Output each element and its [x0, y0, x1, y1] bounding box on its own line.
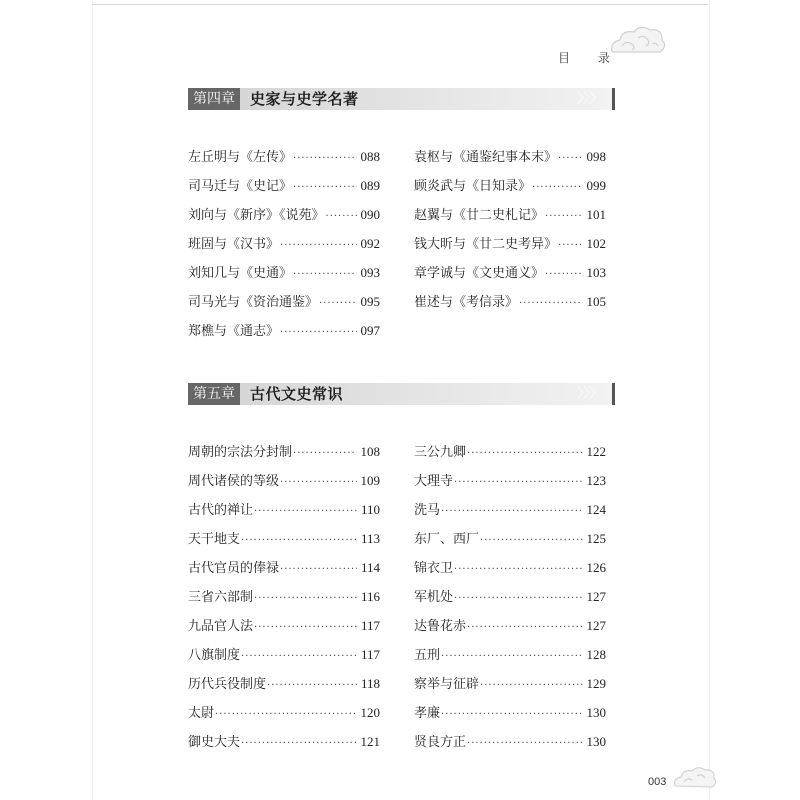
toc-entry[interactable] — [188, 291, 380, 320]
toc-entry-title: 章学诚与《文史通义》 — [414, 266, 545, 281]
dot-leader — [280, 327, 357, 338]
toc-entry-title: 顾炎武与《日知录》 — [414, 179, 532, 194]
chapter-title: 古代文史常识 — [250, 385, 344, 403]
page-number: 003 — [648, 776, 667, 788]
dot-leader — [241, 651, 357, 662]
toc-entry-page: 118 — [360, 676, 380, 691]
toc-entry-title: 班固与《汉书》 — [188, 237, 280, 252]
toc-entry[interactable] — [188, 470, 380, 499]
toc-entry-page: 120 — [360, 705, 380, 720]
toc-entry-title: 贤良方正 — [414, 735, 467, 750]
toc-entry[interactable] — [188, 204, 380, 233]
toc-entry-page: 110 — [360, 502, 380, 517]
dot-leader — [480, 535, 583, 546]
dot-leader — [545, 269, 583, 280]
toc-entry[interactable] — [188, 731, 380, 760]
toc-entry-page: 095 — [360, 294, 380, 309]
toc-entry-page: 090 — [360, 207, 380, 222]
toc-entry-title: 周代诸侯的等级 — [188, 474, 280, 489]
dot-leader — [254, 622, 357, 633]
toc-entry[interactable] — [188, 262, 380, 291]
dot-leader — [293, 153, 357, 164]
toc-entry-title: 袁枢与《通鉴纪事本末》 — [414, 150, 558, 165]
dot-leader — [326, 211, 357, 222]
toc-entry-title: 察举与征辟 — [414, 677, 480, 692]
toc-entry-page: 113 — [360, 531, 380, 546]
toc-entry-title: 洗马 — [414, 503, 441, 518]
chapter-number: 第五章 — [188, 383, 240, 405]
toc-entry[interactable] — [188, 557, 380, 586]
toc-entry-page: 108 — [360, 444, 380, 459]
toc-entry[interactable] — [414, 204, 606, 233]
toc-entry[interactable] — [414, 557, 606, 586]
toc-entry-page: 121 — [360, 734, 380, 749]
toc-entry-title: 刘知几与《史通》 — [188, 266, 293, 281]
toc-entry-page: 102 — [586, 236, 606, 251]
toc-entry[interactable] — [414, 441, 606, 470]
toc-entry-page: 093 — [360, 265, 380, 280]
toc-entry-title: 御史大夫 — [188, 735, 241, 750]
dot-leader — [454, 564, 583, 575]
toc-entry[interactable] — [414, 291, 606, 320]
toc-entry-title: 九品官人法 — [188, 619, 254, 634]
toc-entry[interactable] — [188, 644, 380, 673]
dot-leader — [280, 240, 357, 251]
toc-entry-title: 郑樵与《通志》 — [188, 324, 280, 339]
toc-entry-page: 092 — [360, 236, 380, 251]
dot-leader — [254, 506, 357, 517]
toc-entry-title: 天干地支 — [188, 532, 241, 547]
running-head: 目 录 — [558, 51, 622, 65]
toc-entry[interactable] — [414, 499, 606, 528]
dot-leader — [467, 448, 583, 459]
dot-leader — [467, 738, 583, 749]
toc-entry-page: 109 — [360, 473, 380, 488]
toc-entry-page: 114 — [360, 560, 380, 575]
toc-entry-title: 达鲁花赤 — [414, 619, 467, 634]
dot-leader — [267, 680, 357, 691]
toc-entry[interactable] — [414, 146, 606, 175]
toc-entry[interactable] — [414, 702, 606, 731]
dot-leader — [293, 448, 357, 459]
toc-entry-title: 东厂、西厂 — [414, 532, 480, 547]
dot-leader — [532, 182, 583, 193]
toc-entry[interactable] — [414, 731, 606, 760]
toc-entry[interactable] — [188, 702, 380, 731]
toc-entry-title: 军机处 — [414, 590, 454, 605]
dot-leader — [441, 506, 583, 517]
toc-entry-page: 130 — [586, 705, 606, 720]
toc-entry[interactable] — [414, 528, 606, 557]
toc-entry-title: 三公九卿 — [414, 445, 467, 460]
toc-entry-page: 105 — [586, 294, 606, 309]
toc-entry-title: 大理寺 — [414, 474, 454, 489]
toc-entry-title: 司马迁与《史记》 — [188, 179, 293, 194]
chapter-number: 第四章 — [188, 88, 240, 110]
toc-entry-page: 125 — [586, 531, 606, 546]
dot-leader — [558, 153, 583, 164]
toc-column-right — [414, 146, 606, 349]
toc-entry-page: 127 — [586, 589, 606, 604]
dot-leader — [254, 593, 357, 604]
toc-entry-page: 128 — [586, 647, 606, 662]
toc-entry-page: 103 — [586, 265, 606, 280]
toc-entry[interactable] — [188, 528, 380, 557]
dot-leader — [519, 298, 583, 309]
toc-entry-page: 116 — [360, 589, 380, 604]
toc-entry-page: 117 — [360, 618, 380, 633]
dot-leader — [558, 240, 583, 251]
toc-entry-page: 097 — [360, 323, 380, 338]
top-rule — [92, 4, 708, 5]
chapter-header — [188, 88, 615, 110]
toc-entry-page: 130 — [586, 734, 606, 749]
toc-entry-page: 124 — [586, 502, 606, 517]
dot-leader — [293, 182, 357, 193]
toc-entry-page: 117 — [360, 647, 380, 662]
toc-entry[interactable] — [414, 673, 606, 702]
dot-leader — [280, 564, 357, 575]
dot-leader — [215, 709, 357, 720]
toc-entry-title: 司马光与《资治通鉴》 — [188, 295, 319, 310]
toc-entry[interactable] — [188, 233, 380, 262]
dot-leader — [454, 477, 583, 488]
toc-entry-title: 左丘明与《左传》 — [188, 150, 293, 165]
toc-entry[interactable] — [414, 586, 606, 615]
toc-entry-page: 088 — [360, 149, 380, 164]
toc-entry-title: 历代兵役制度 — [188, 677, 267, 692]
toc-entry-page: 129 — [586, 676, 606, 691]
dot-leader — [441, 651, 583, 662]
dot-leader — [280, 477, 357, 488]
dot-leader — [319, 298, 357, 309]
toc-entry-page: 127 — [586, 618, 606, 633]
toc-entry-title: 周朝的宗法分封制 — [188, 445, 293, 460]
toc-entry-page: 099 — [586, 178, 606, 193]
toc-entry-page: 101 — [586, 207, 606, 222]
toc-column-left — [188, 441, 380, 760]
toc-entry[interactable] — [414, 175, 606, 204]
toc-entry[interactable] — [414, 233, 606, 262]
toc-entry-page: 122 — [586, 444, 606, 459]
toc-entry-title: 太尉 — [188, 706, 215, 721]
chevrons-icon: 〉〉〉 — [577, 386, 602, 402]
toc-entry[interactable] — [188, 499, 380, 528]
toc-entry-title: 五刑 — [414, 648, 441, 663]
toc-entry-title: 锦衣卫 — [414, 561, 454, 576]
dot-leader — [293, 269, 357, 280]
chevrons-icon: 〉〉〉 — [577, 91, 602, 107]
toc-entry[interactable] — [188, 175, 380, 204]
toc-entry-page: 098 — [586, 149, 606, 164]
toc-entry-title: 八旗制度 — [188, 648, 241, 663]
toc-entry-page: 123 — [586, 473, 606, 488]
toc-entry-title: 刘向与《新序》《说苑》 — [188, 208, 325, 223]
toc-entry[interactable] — [188, 615, 380, 644]
toc-entry[interactable] — [188, 320, 380, 349]
toc-entry[interactable] — [188, 586, 380, 615]
toc-entry-title: 古代的禅让 — [188, 503, 254, 518]
dot-leader — [454, 593, 583, 604]
toc-entry[interactable] — [188, 146, 380, 175]
chapter-header — [188, 383, 615, 405]
toc-column-left — [188, 146, 380, 349]
toc-entry[interactable] — [188, 673, 380, 702]
toc-entry-title: 钱大昕与《廿二史考异》 — [414, 237, 558, 252]
toc-grid — [188, 441, 612, 760]
dot-leader — [467, 622, 583, 633]
dot-leader — [480, 680, 583, 691]
dot-leader — [545, 211, 583, 222]
toc-entry-title: 孝廉 — [414, 706, 441, 721]
dot-leader — [241, 535, 357, 546]
toc-column-right — [414, 441, 606, 760]
toc-entry-title: 三省六部制 — [188, 590, 254, 605]
toc-entry[interactable] — [414, 470, 606, 499]
toc-entry[interactable] — [414, 262, 606, 291]
toc-entry-title: 赵翼与《廿二史札记》 — [414, 208, 545, 223]
chapter-title: 史家与史学名著 — [250, 90, 359, 108]
toc-grid — [188, 146, 612, 349]
toc-entry-page: 089 — [360, 178, 380, 193]
toc-entry-page: 126 — [586, 560, 606, 575]
toc-entry-title: 古代官员的俸禄 — [188, 561, 280, 576]
cloud-ornament-icon — [672, 764, 718, 790]
toc-entry-title: 崔述与《考信录》 — [414, 295, 519, 310]
dot-leader — [241, 738, 357, 749]
toc-entry[interactable] — [188, 441, 380, 470]
dot-leader — [441, 709, 583, 720]
toc-entry[interactable] — [414, 644, 606, 673]
toc-entry[interactable] — [414, 615, 606, 644]
